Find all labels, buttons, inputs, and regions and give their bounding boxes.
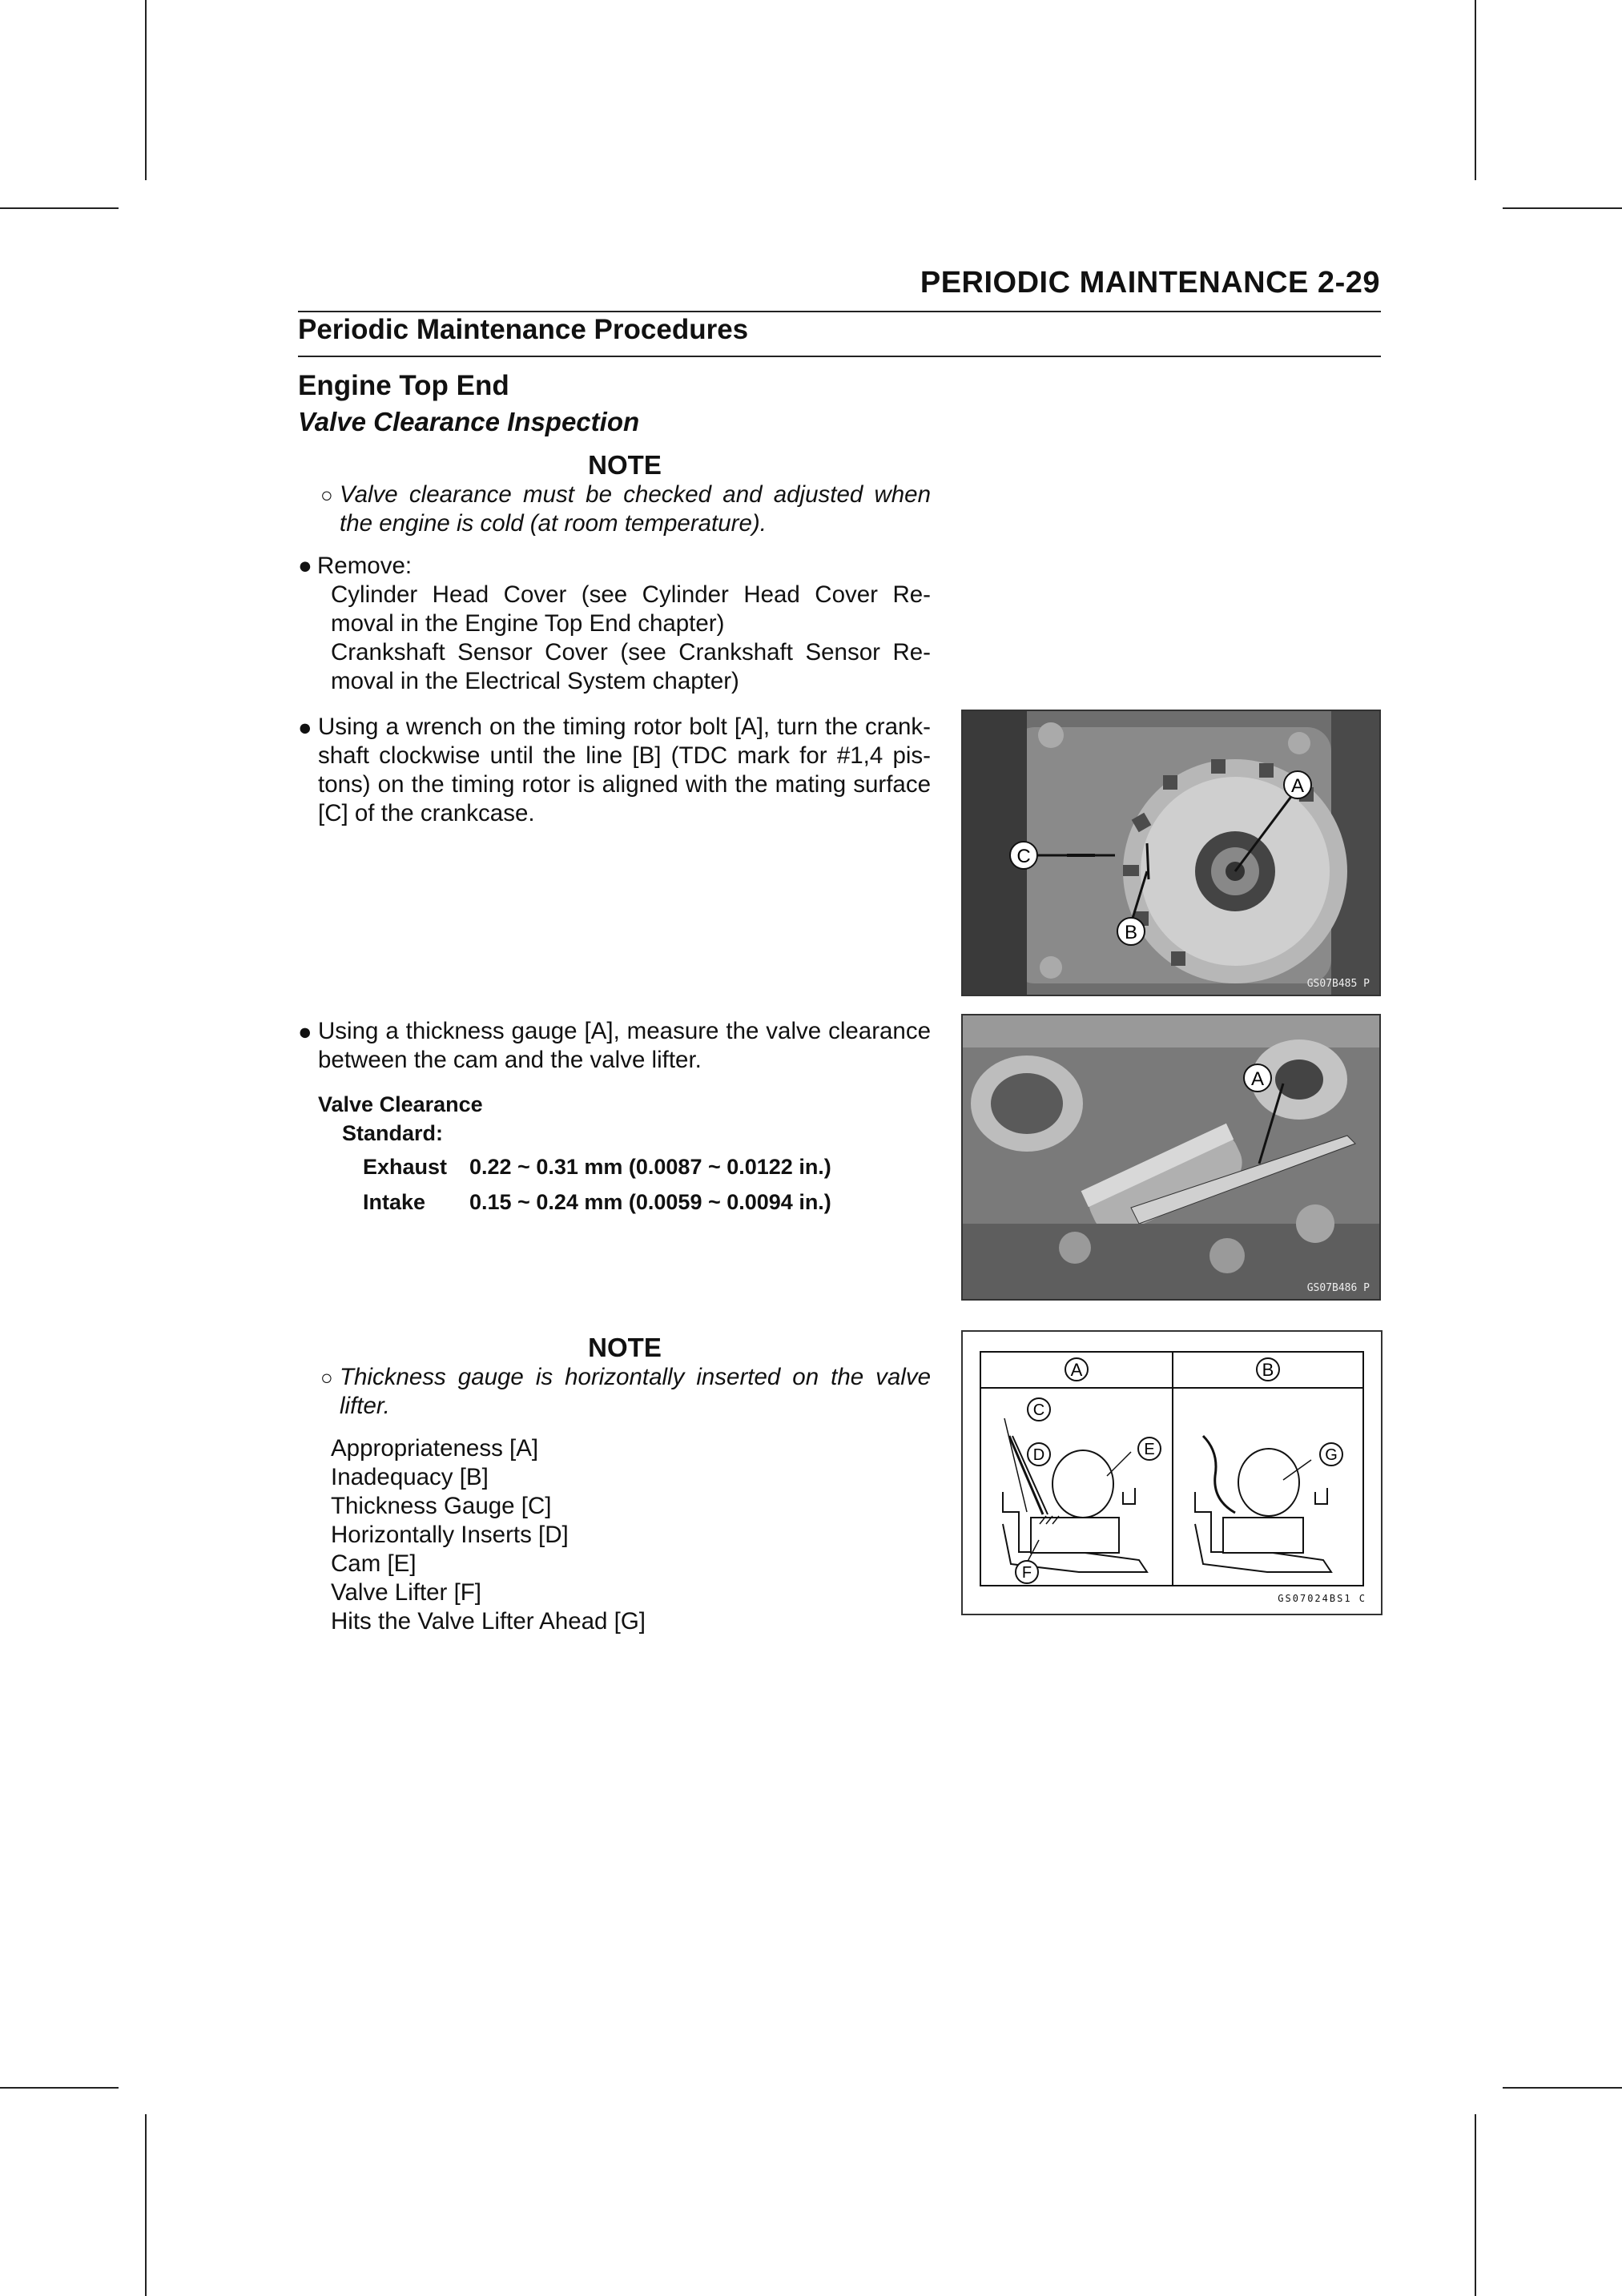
spec-exhaust-label: Exhaust (363, 1155, 448, 1179)
crop-mark-top-right-v (1475, 0, 1476, 180)
bullet-dot-icon: ● (298, 1019, 312, 1045)
note-label-2: NOTE (588, 1333, 662, 1362)
crop-mark-top-left-v (145, 0, 147, 180)
crop-mark-bottom-left-v (145, 2114, 147, 2296)
callout-f: F (1021, 1564, 1032, 1582)
figure3-code: GS07024BS1 C (1278, 1593, 1366, 1604)
note2-line1: Thickness gauge is horizontally inserted on the valve (340, 1364, 931, 1390)
crop-mark-bottom-right-h (1503, 2087, 1622, 2089)
legend-item-c: Thickness Gauge [C] (331, 1493, 552, 1519)
step1-line3: tons) on the timing rotor is aligned with the mating surface (318, 771, 931, 798)
timing-rotor-illustration (963, 711, 1379, 995)
section-title: Periodic Maintenance Procedures (298, 314, 749, 345)
heading-engine-top-end: Engine Top End (298, 370, 509, 401)
note1-line1: Valve clearance must be checked and adjusted when (340, 481, 931, 508)
spec-title: Valve Clearance (318, 1092, 483, 1116)
callout-a: A (1070, 1360, 1083, 1380)
page-header-title: PERIODIC MAINTENANCE 2-29 (920, 266, 1380, 300)
callout-c: C (1016, 846, 1031, 867)
spec-intake-value: 0.15 ~ 0.24 mm (0.0059 ~ 0.0094 in.) (469, 1190, 831, 1214)
bullet-dot-icon: ● (298, 715, 312, 741)
note1-line2: the engine is cold (at room temperature). (340, 510, 767, 537)
callout-a: A (1250, 1068, 1265, 1090)
step1-line1: Using a wrench on the timing rotor bolt [A], turn the crank- (318, 714, 931, 740)
legend-item-f: Valve Lifter [F] (331, 1579, 481, 1606)
legend-item-e: Cam [E] (331, 1550, 417, 1577)
note-circle-icon: ○ (320, 483, 333, 507)
callout-a: A (1290, 775, 1305, 797)
header-rule (298, 311, 1381, 312)
step2-line1: Using a thickness gauge [A], measure the valve clearance (318, 1018, 931, 1044)
section-rule (298, 356, 1381, 357)
callout-d: D (1032, 1446, 1045, 1464)
callout-c: C (1032, 1401, 1045, 1419)
figure1-code: GS07B485 P (1306, 978, 1370, 990)
spec-exhaust-value: 0.22 ~ 0.31 mm (0.0087 ~ 0.0122 in.) (469, 1155, 831, 1179)
callout-e: E (1144, 1441, 1155, 1458)
crop-mark-bottom-right-v (1475, 2114, 1476, 2296)
legend-item-b: Inadequacy [B] (331, 1464, 489, 1490)
timing-rotor-photo (961, 710, 1381, 996)
legend-item-g: Hits the Valve Lifter Ahead [G] (331, 1608, 646, 1635)
step1-line4: [C] of the crankcase. (318, 800, 535, 826)
bullet-dot-icon: ● (298, 553, 312, 579)
note2-line2: lifter. (340, 1393, 390, 1419)
callout-g: G (1325, 1446, 1338, 1464)
legend-item-a: Appropriateness [A] (331, 1435, 539, 1462)
crop-mark-top-right-h (1503, 207, 1622, 209)
step1-line2: shaft clockwise until the line [B] (TDC mark for #1,4 pis- (318, 742, 931, 769)
crop-mark-top-left-h (0, 207, 119, 209)
remove-line1: Cylinder Head Cover (see Cylinder Head Cover Re- (331, 581, 931, 608)
thickness-gauge-diagram (961, 1330, 1383, 1615)
spec-intake-label: Intake (363, 1190, 426, 1214)
legend-item-d: Horizontally Inserts [D] (331, 1522, 569, 1548)
remove-label: Remove: (317, 553, 413, 579)
valve-lifter-illustration (963, 1015, 1379, 1299)
callout-b: B (1262, 1360, 1274, 1380)
note-label-1: NOTE (588, 450, 662, 480)
step2-line2: between the cam and the valve lifter. (318, 1047, 702, 1073)
thickness-gauge-photo (961, 1014, 1381, 1301)
crop-mark-bottom-left-h (0, 2087, 119, 2089)
spec-standard: Standard: (342, 1121, 444, 1145)
remove-line2: moval in the Engine Top End chapter) (331, 610, 725, 637)
gauge-insertion-diagram (963, 1332, 1381, 1614)
figure2-code: GS07B486 P (1306, 1282, 1370, 1294)
remove-line3: Crankshaft Sensor Cover (see Crankshaft Sensor Re- (331, 639, 931, 665)
note-circle-icon: ○ (320, 1365, 333, 1389)
callout-b: B (1124, 922, 1138, 943)
subheading-valve-clearance: Valve Clearance Inspection (298, 407, 640, 436)
remove-line4: moval in the Electrical System chapter) (331, 668, 739, 694)
